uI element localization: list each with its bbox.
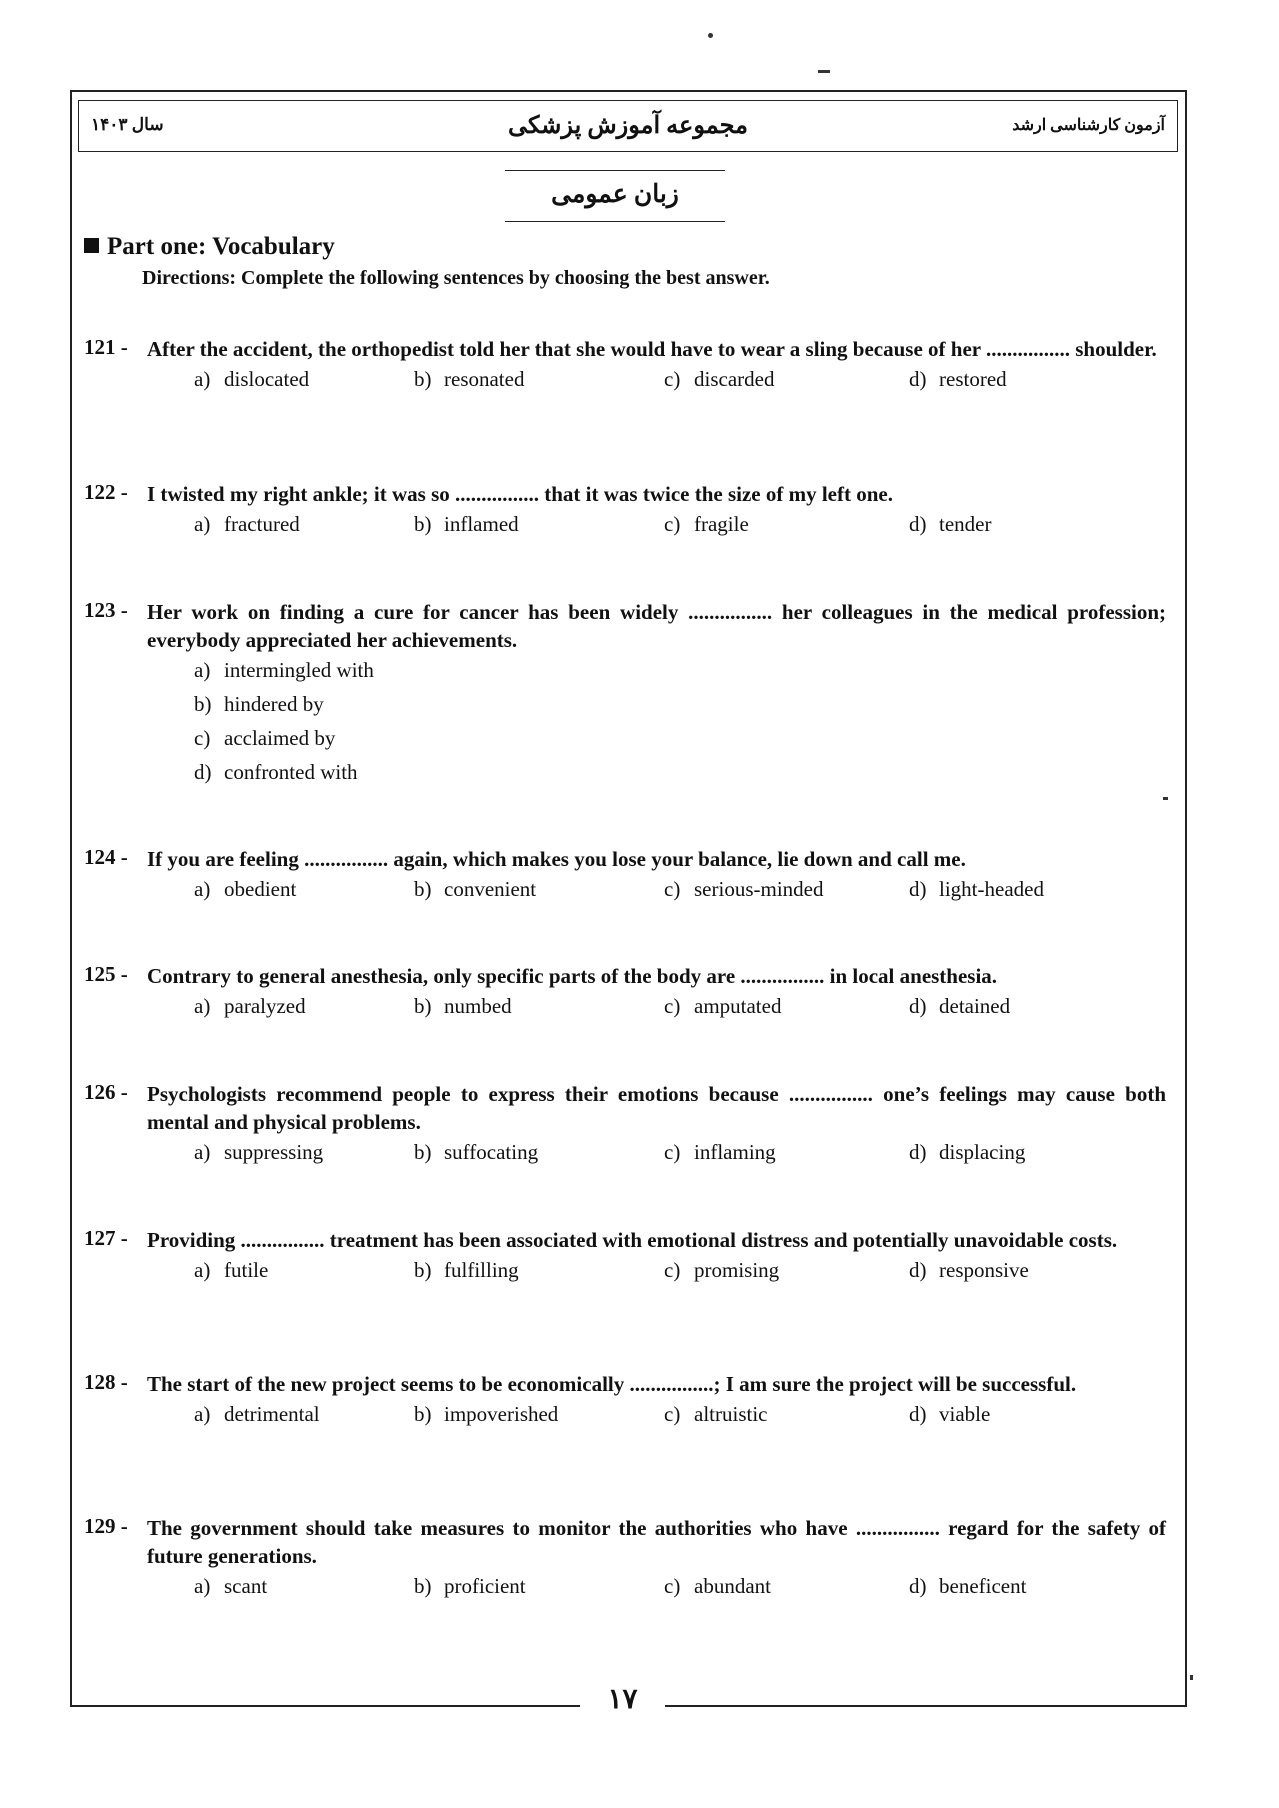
options [84,1574,1166,1608]
options [84,658,1166,794]
option-a[interactable]: a) fractured [194,512,300,536]
option-b[interactable]: b) resonated [414,367,525,391]
option-d[interactable]: d) responsive [909,1258,1029,1282]
question-stem: The start of the new project seems to be economically ................; I am sure the project will be successful. [147,1372,1077,1396]
option-c[interactable]: c) inflaming [664,1140,776,1164]
option-a[interactable]: a) futile [194,1258,269,1282]
option-b[interactable]: b) convenient [414,877,537,901]
question-number: 129 - [84,1514,128,1538]
option-c[interactable]: c) amputated [664,994,782,1018]
option-b[interactable]: b) hindered by [194,692,324,716]
options [84,512,1166,546]
question-number: 124 - [84,845,128,869]
publisher-title: مجموعه آموزش پزشکی [508,113,748,139]
exam-year: سال ۱۴۰۳ [91,115,164,134]
options [84,994,1166,1028]
option-d[interactable]: d) displacing [909,1140,1026,1164]
subject-box [505,170,725,222]
question-stem: If you are feeling ................ again, which makes you lose your balance, lie down and call me. [147,847,966,871]
question-number: 126 - [84,1080,128,1104]
question-stem: The government should take measures to monitor the authorities who have ................ regard for the safety of future generations. [147,1516,1166,1568]
question-number: 127 - [84,1226,128,1250]
question-number: 123 - [84,598,128,622]
options [84,1258,1166,1292]
option-c[interactable]: c) promising [664,1258,780,1282]
option-d[interactable]: d) tender [909,512,992,536]
option-a[interactable]: a) obedient [194,877,297,901]
options [84,877,1166,911]
part-heading [84,233,335,261]
option-a[interactable]: a) intermingled with [194,658,374,682]
question-stem: I twisted my right ankle; it was so ................ that it was twice the size of my left one. [147,482,893,506]
option-a[interactable]: a) detrimental [194,1402,320,1426]
question-stem: Contrary to general anesthesia, only specific parts of the body are ................ in local anesthesia. [147,964,998,988]
directions: Directions: Complete the following sentences by choosing the best answer. [142,267,770,289]
option-d[interactable]: d) beneficent [909,1574,1027,1598]
option-b[interactable]: b) proficient [414,1574,526,1598]
part-title: Part one: Vocabulary [107,233,335,260]
option-b[interactable]: b) impoverished [414,1402,559,1426]
options [84,1140,1166,1174]
question-123 [84,598,1166,794]
option-b[interactable]: b) fulfilling [414,1258,519,1282]
scan-speck [1190,1675,1193,1680]
option-a[interactable]: a) paralyzed [194,994,306,1018]
question-122 [84,480,1166,546]
question-number: 128 - [84,1370,128,1394]
question-number: 122 - [84,480,128,504]
question-124 [84,845,1166,911]
question-127 [84,1226,1166,1292]
question-121 [84,335,1166,401]
exam-name: آزمون کارشناسی ارشد [1012,117,1165,134]
scan-speck [818,70,830,73]
footer-rule-left [70,1705,580,1707]
page-number: ۱۷ [607,1684,638,1715]
square-bullet-icon [84,238,99,253]
option-c[interactable]: c) discarded [664,367,775,391]
option-d[interactable]: d) confronted with [194,760,358,784]
option-d[interactable]: d) light-headed [909,877,1044,901]
option-c[interactable]: c) abundant [664,1574,771,1598]
option-c[interactable]: c) altruistic [664,1402,768,1426]
option-c[interactable]: c) acclaimed by [194,726,336,750]
question-stem: Providing ................ treatment has been associated with emotional distress and potentially unavoidable costs. [147,1228,1118,1252]
option-a[interactable]: a) scant [194,1574,268,1598]
question-number: 121 - [84,335,128,359]
footer-rule-right [665,1705,1187,1707]
question-stem: Her work on finding a cure for cancer has been widely ................ her colleagues in the medical profession; everybody appreciated her achievements. [147,600,1166,652]
option-d[interactable]: d) restored [909,367,1007,391]
option-d[interactable]: d) viable [909,1402,991,1426]
scan-speck [708,33,713,38]
question-129 [84,1514,1166,1608]
subject-title: زبان عمومی [551,181,679,208]
options [84,367,1166,401]
page-header [78,100,1178,152]
option-b[interactable]: b) suffocating [414,1140,539,1164]
option-c[interactable]: c) serious-minded [664,877,824,901]
option-c[interactable]: c) fragile [664,512,749,536]
option-b[interactable]: b) inflamed [414,512,519,536]
question-stem: After the accident, the orthopedist told her that she would have to wear a sling because of her ................ shoulder. [147,337,1157,361]
options [84,1402,1166,1436]
question-126 [84,1080,1166,1174]
option-a[interactable]: a) suppressing [194,1140,324,1164]
question-number: 125 - [84,962,128,986]
question-128 [84,1370,1166,1436]
question-stem: Psychologists recommend people to express their emotions because ................ one’s feelings may cause both mental and physical problems. [147,1082,1166,1134]
option-a[interactable]: a) dislocated [194,367,310,391]
question-125 [84,962,1166,1028]
option-b[interactable]: b) numbed [414,994,512,1018]
option-d[interactable]: d) detained [909,994,1011,1018]
